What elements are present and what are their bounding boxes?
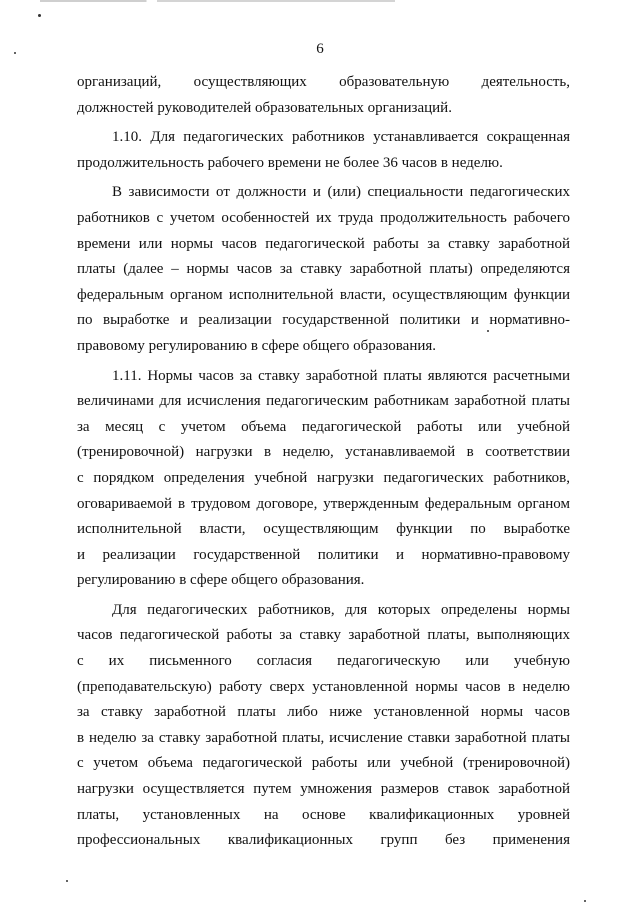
text-line: платы, установленных на основе квалификационных уровней xyxy=(77,806,570,823)
text-line: (преподавательскую) работу сверх установленной нормы часов в неделю xyxy=(77,678,570,695)
text-line: регулированию в сфере общего образования. xyxy=(77,572,365,589)
text-line: и реализации государственной политики и нормативно-правовому xyxy=(77,546,570,563)
text-line: платы (далее – нормы часов за ставку заработной платы) определяются xyxy=(77,261,570,278)
text-line: величинами для исчисления педагогическим работникам заработной платы xyxy=(77,393,570,410)
text-line: организаций, осуществляющих образовательную деятельность, xyxy=(77,74,570,90)
text-line: за ставку заработной платы либо ниже установленной нормы часов xyxy=(77,704,570,721)
text-line: с учетом объема педагогической работы или учебной (тренировочной) xyxy=(77,755,570,772)
text-line: по выработке и реализации государственной политики и нормативно- xyxy=(77,312,570,329)
text-line: времени или нормы часов педагогической работы за ставку заработной xyxy=(77,235,570,252)
text-line: нагрузки осуществляется путем умножения размеров ставок заработной xyxy=(77,781,570,798)
page-number: 6 xyxy=(316,41,324,57)
scan-speck xyxy=(487,330,489,332)
text-line: работников с учетом особенностей их труда продолжительность рабочего xyxy=(77,209,570,226)
text-line: оговариваемой в трудовом договоре, утвержденным федеральным органом xyxy=(77,495,570,512)
text-line: продолжительность рабочего времени не более 36 часов в неделю. xyxy=(77,154,503,171)
document-body xyxy=(77,70,570,858)
text-line: 1.10. Для педагогических работников устанавливается сокращенная xyxy=(112,129,570,146)
text-line: за месяц с учетом объема педагогической работы или учебной xyxy=(77,418,570,435)
text-line: с их письменного согласия педагогическую или учебную xyxy=(77,653,570,670)
text-line: правовому регулированию в сфере общего образования. xyxy=(77,337,437,354)
scan-speck xyxy=(38,14,41,17)
scan-top-edge xyxy=(40,0,395,2)
paragraph-rate-calculation xyxy=(77,598,570,854)
text-line: 1.11. Нормы часов за ставку заработной платы являются расчетными xyxy=(112,367,570,384)
scan-speck xyxy=(14,52,16,54)
text-line: В зависимости от должности и (или) специальности педагогических xyxy=(112,184,570,201)
text-line: Для педагогических работников, для которых определены нормы xyxy=(112,601,570,618)
text-line: в неделю за ставку заработной платы, исчисление ставки заработной платы xyxy=(77,729,570,746)
text-line: профессиональных квалификационных групп без применения xyxy=(77,832,570,849)
text-line: с порядком определения учебной нагрузки педагогических работников, xyxy=(77,469,570,486)
paragraph-1-11 xyxy=(77,364,570,594)
text-line: исполнительной власти, осуществляющим функции по выработке xyxy=(77,521,570,538)
text-line: должностей руководителей образовательных организаций. xyxy=(77,99,452,116)
text-line: (тренировочной) нагрузки в неделю, устанавливаемой в соответствии xyxy=(77,444,570,461)
text-line: часов педагогической работы за ставку заработной платы, выполняющих xyxy=(77,627,570,644)
scan-speck xyxy=(66,880,68,882)
paragraph-continuation xyxy=(77,70,570,121)
text-line: федеральным органом исполнительной власти, осуществляющим функции xyxy=(77,286,570,303)
paragraph-1-10 xyxy=(77,125,570,176)
scan-speck xyxy=(584,900,586,902)
paragraph-working-time xyxy=(77,180,570,359)
